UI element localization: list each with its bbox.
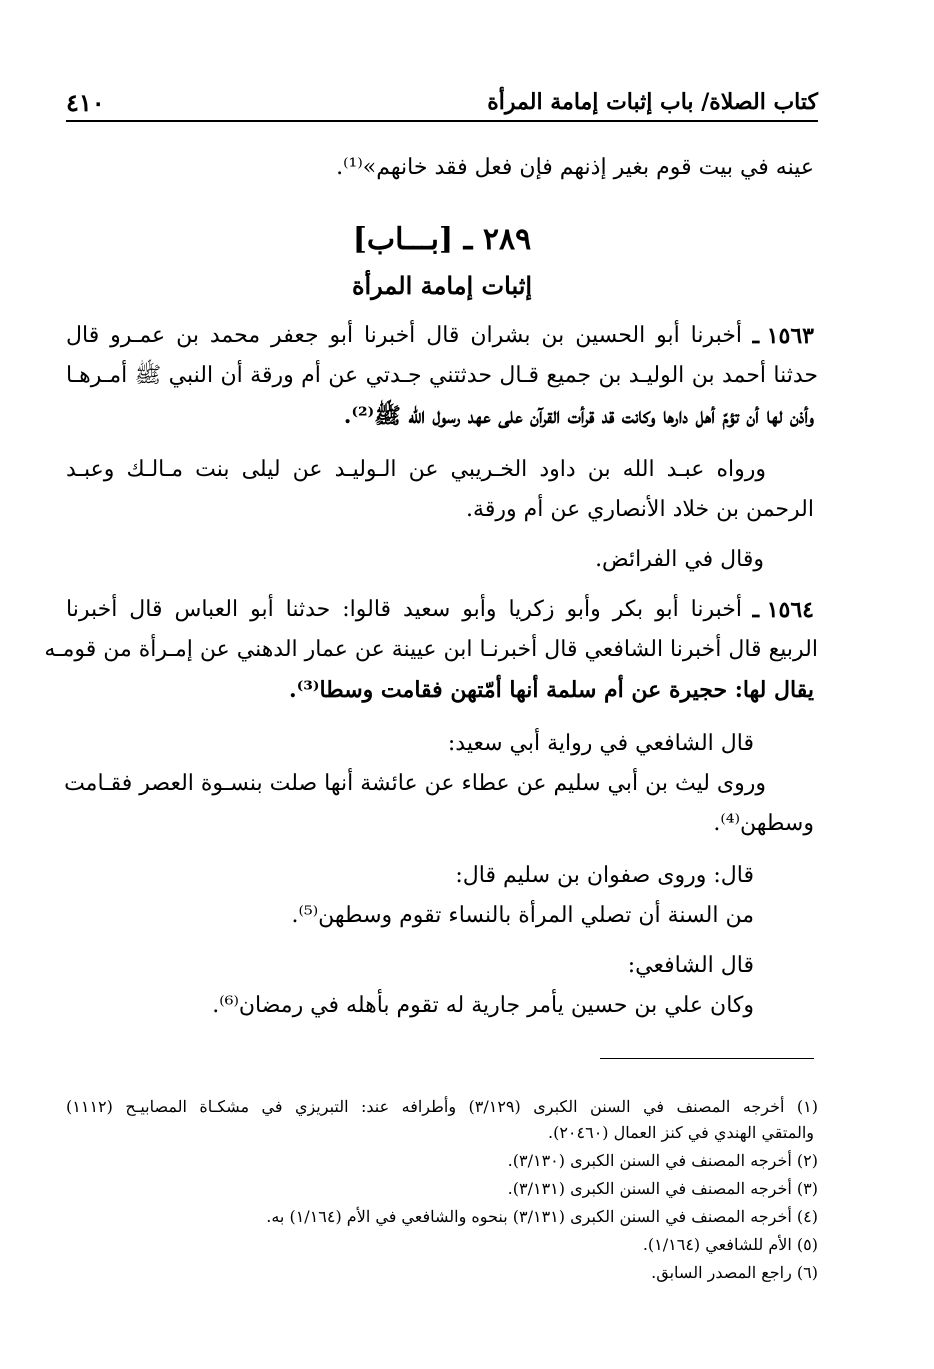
- text-line: قال الشافعي:: [627, 953, 754, 978]
- running-title: كتاب الصلاة/ باب إثبات إمامة المرأة: [487, 89, 818, 115]
- hadith-1563-line-1: أخبرنا أبو الحسين بن بشران قال أخبرنا أبو جعفر محمد بن عمـرو قال: [66, 323, 742, 348]
- hadith-1563-line-2: حدثنا أحمد بن الوليـد بن جميع قـال حدثتني جـدتي عن أم ورقة أن النبي ﷺ أمـرهـا: [66, 363, 818, 388]
- footnote-1-line-1: (١) أخرجه المصنف في السنن الكبرى (٣/١٢٩) وأطرافه عند: التبريزي في مشكـاة المصابيـح (١١١٢): [66, 1097, 818, 1116]
- hadith-1564-line-2: الربيع قال أخبرنا الشافعي قال أخبرنـا ابن عيينة عن عمار الدهني عن إمـرأة من قومـه: [44, 637, 818, 662]
- text-line: وسطهن⁽⁴⁾.: [713, 811, 814, 836]
- hadith-1564-line-3: يقال لها: حجيرة عن أم سلمة أنها أمّتهن فقامت وسطا⁽³⁾.: [289, 677, 814, 703]
- footnote-2: (٢) أخرجه المصنف في السنن الكبرى (٣/١٣٠).: [507, 1151, 818, 1170]
- hadith-1564-line-1: أخبرنا أبو بكر وأبو زكريا وأبو سعيد قالوا: حدثنا أبو العباس قال أخبرنا: [66, 597, 742, 622]
- hadith-1564-number: ١٥٦٤ ـ: [752, 597, 814, 623]
- footnote-1-line-2: والمتقي الهندي في كنز العمال (٢٠٤٦٠).: [547, 1123, 814, 1142]
- chapter-title: إثبات إمامة المرأة: [351, 271, 533, 300]
- footnote-3: (٣) أخرجه المصنف في السنن الكبرى (٣/١٣١).: [507, 1179, 818, 1198]
- text-line: وكان علي بن حسين يأمر جارية له تقوم بأهله في رمضان⁽⁶⁾.: [212, 993, 754, 1018]
- hadith-1563-line-3: وأذن لها أن تؤمّ أهل دارها وكانت قد قرأت القرآن على عهد رسول الله ﷺ⁽²⁾.: [343, 403, 814, 429]
- footnote-4: (٤) أخرجه المصنف في السنن الكبرى (٣/١٣١) بنحوه والشافعي في الأم (١/١٦٤) به.: [266, 1207, 818, 1226]
- text-line: ورواه عبـد الله بن داود الخـريبي عن الـوليـد عن ليلى بنت مـالـك وعبـد: [66, 457, 766, 482]
- hadith-1563-number: ١٥٦٣ ـ: [752, 323, 814, 349]
- chapter-number: ٢٨٩ ـ [بـــاب]: [352, 222, 532, 257]
- running-header: [66, 84, 818, 120]
- text-line: قال الشافعي في رواية أبي سعيد:: [447, 731, 754, 756]
- footnote-separator: [600, 1058, 814, 1059]
- text-line: عينه في بيت قوم بغير إذنهم فإن فعل فقد خانهم»⁽¹⁾.: [336, 155, 814, 180]
- text-line: قال: وروى صفوان بن سليم قال:: [455, 863, 754, 888]
- page-number: ٤١٠: [66, 87, 105, 117]
- text-line: وقال في الفرائض.: [595, 547, 764, 572]
- header-rule: [66, 120, 818, 122]
- footnote-6: (٦) راجع المصدر السابق.: [651, 1263, 818, 1282]
- text-line: وروى ليث بن أبي سليم عن عطاء عن عائشة أنها صلت بنسـوة العصر فقـامت: [64, 771, 766, 796]
- text-line: من السنة أن تصلي المرأة بالنساء تقوم وسطهن⁽⁵⁾.: [291, 903, 754, 928]
- text-line: الرحمن بن خلاد الأنصاري عن أم ورقة.: [466, 497, 814, 522]
- footnote-5: (٥) الأم للشافعي (١/١٦٤).: [642, 1235, 818, 1254]
